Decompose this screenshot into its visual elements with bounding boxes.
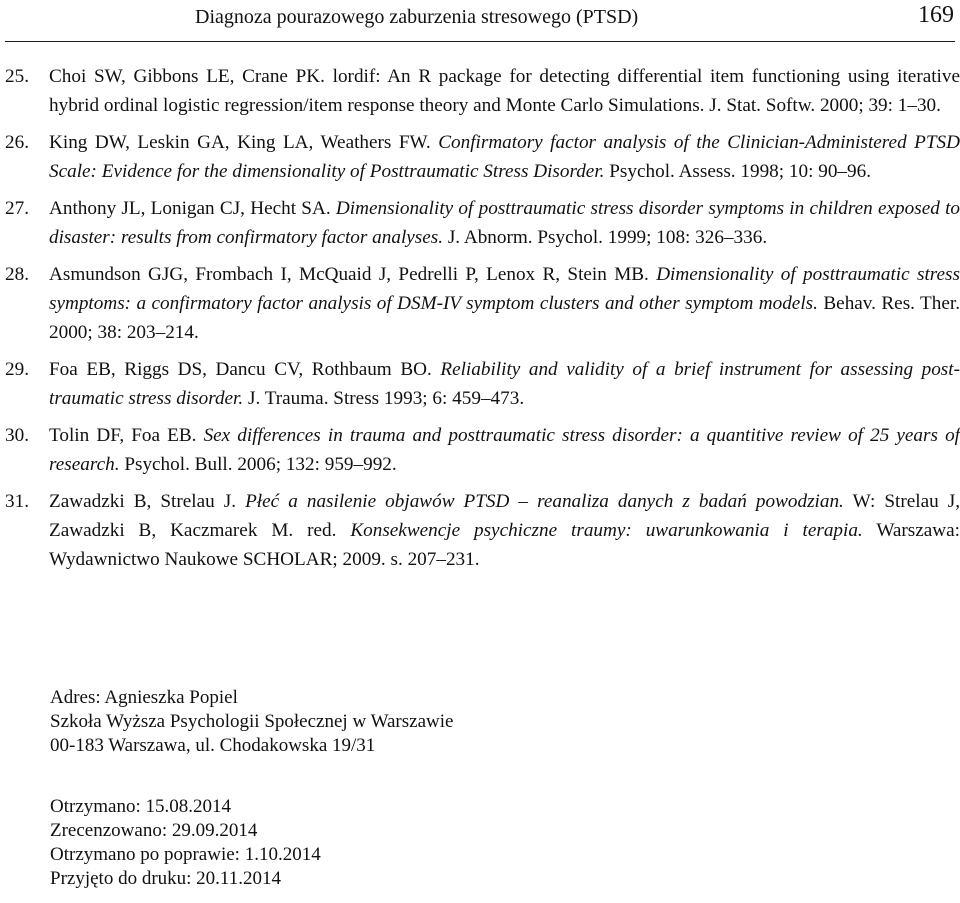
date-accepted: Przyjęto do druku: 20.11.2014 xyxy=(50,868,281,889)
address-line: Szkoła Wyższa Psychologii Społecznej w Warszawie xyxy=(50,711,454,732)
reference-title: Sex differences in trauma and posttraumatic stress disorder: a quantitive review of 25 years of research. xyxy=(49,425,960,475)
reference-authors: Foa EB, Riggs DS, Dancu CV, Rothbaum BO. xyxy=(49,359,432,380)
reference-26 xyxy=(5,128,960,186)
reference-title: Dimensionality of posttraumatic stress disorder symptoms in children exposed to disaster: results from confirmatory factor analyses. xyxy=(49,198,960,248)
reference-book-title: Konsekwencje psychiczne traumy: uwarunkowania i terapia. xyxy=(350,520,863,541)
reference-27 xyxy=(5,194,960,252)
reference-title: Płeć a nasilenie objawów PTSD – reanaliza danych z badań powodzian. xyxy=(245,491,844,512)
reference-source: Psychol. Assess. 1998; 10: 90–96. xyxy=(609,161,871,182)
page-header xyxy=(0,0,960,44)
reference-31 xyxy=(5,487,960,574)
reference-30 xyxy=(5,421,960,479)
reference-number: 28. xyxy=(5,264,29,285)
reference-source: Psychol. Bull. 2006; 132: 959–992. xyxy=(124,454,397,475)
reference-source: Behav. Res. Ther. 2000; 38: 203–214. xyxy=(49,293,960,343)
reference-25 xyxy=(5,62,960,120)
article-dates xyxy=(50,795,321,891)
date-received: Otrzymano: 15.08.2014 xyxy=(50,796,232,817)
address-line: 00-183 Warszawa, ul. Chodakowska 19/31 xyxy=(50,735,376,756)
reference-number: 29. xyxy=(5,359,29,380)
reference-title: Reliability and validity of a brief instrument for assessing post-traumatic stress disorder. xyxy=(49,359,960,409)
reference-number: 30. xyxy=(5,425,29,446)
address-line: Adres: Agnieszka Popiel xyxy=(50,687,238,708)
reference-authors: Zawadzki B, Strelau J. xyxy=(49,491,237,512)
reference-authors: Tolin DF, Foa EB. xyxy=(49,425,197,446)
reference-list xyxy=(5,62,960,582)
reference-authors: Anthony JL, Lonigan CJ, Hecht SA. xyxy=(49,198,331,219)
page-number: 169 xyxy=(918,2,954,28)
reference-authors: King DW, Leskin GA, King LA, Weathers FW. xyxy=(49,132,431,153)
reference-28 xyxy=(5,260,960,347)
reference-number: 25. xyxy=(5,66,29,87)
date-revised: Otrzymano po poprawie: 1.10.2014 xyxy=(50,844,321,865)
header-rule xyxy=(5,41,955,42)
reference-29 xyxy=(5,355,960,413)
reference-source: Warszawa: Wydawnictwo Naukowe SCHOLAR; 2009. s. 207–231. xyxy=(49,520,960,570)
reference-source: J. Trauma. Stress 1993; 6: 459–473. xyxy=(248,388,525,409)
reference-number: 26. xyxy=(5,132,29,153)
reference-title: lordif: An R package for detecting differential item functioning using iterative hybrid ordinal logistic regression/item response theory and Monte Carlo Simulations. xyxy=(49,66,960,116)
correspondence-address xyxy=(50,686,453,758)
reference-authors: Choi SW, Gibbons LE, Crane PK. xyxy=(49,66,325,87)
reference-authors: Asmundson GJG, Frombach I, McQuaid J, Pedrelli P, Lenox R, Stein MB. xyxy=(49,264,649,285)
reference-editors: W: Strelau J, Zawadzki B, Kaczmarek M. red. xyxy=(49,491,960,541)
running-title: Diagnoza pourazowego zaburzenia stresowego (PTSD) xyxy=(195,6,639,28)
reference-number: 31. xyxy=(5,491,29,512)
reference-source: J. Stat. Softw. 2000; 39: 1–30. xyxy=(709,95,941,116)
reference-title: Confirmatory factor analysis of the Clinician-Administered PTSD Scale: Evidence for the dimensionality of Posttraumatic Stress Disorder. xyxy=(49,132,960,182)
date-reviewed: Zrecenzowano: 29.09.2014 xyxy=(50,820,258,841)
reference-number: 27. xyxy=(5,198,29,219)
reference-source: J. Abnorm. Psychol. 1999; 108: 326–336. xyxy=(447,227,768,248)
reference-title: Dimensionality of posttraumatic stress symptoms: a confirmatory factor analysis of DSM-IV symptom clusters and other symptom models. xyxy=(49,264,960,314)
